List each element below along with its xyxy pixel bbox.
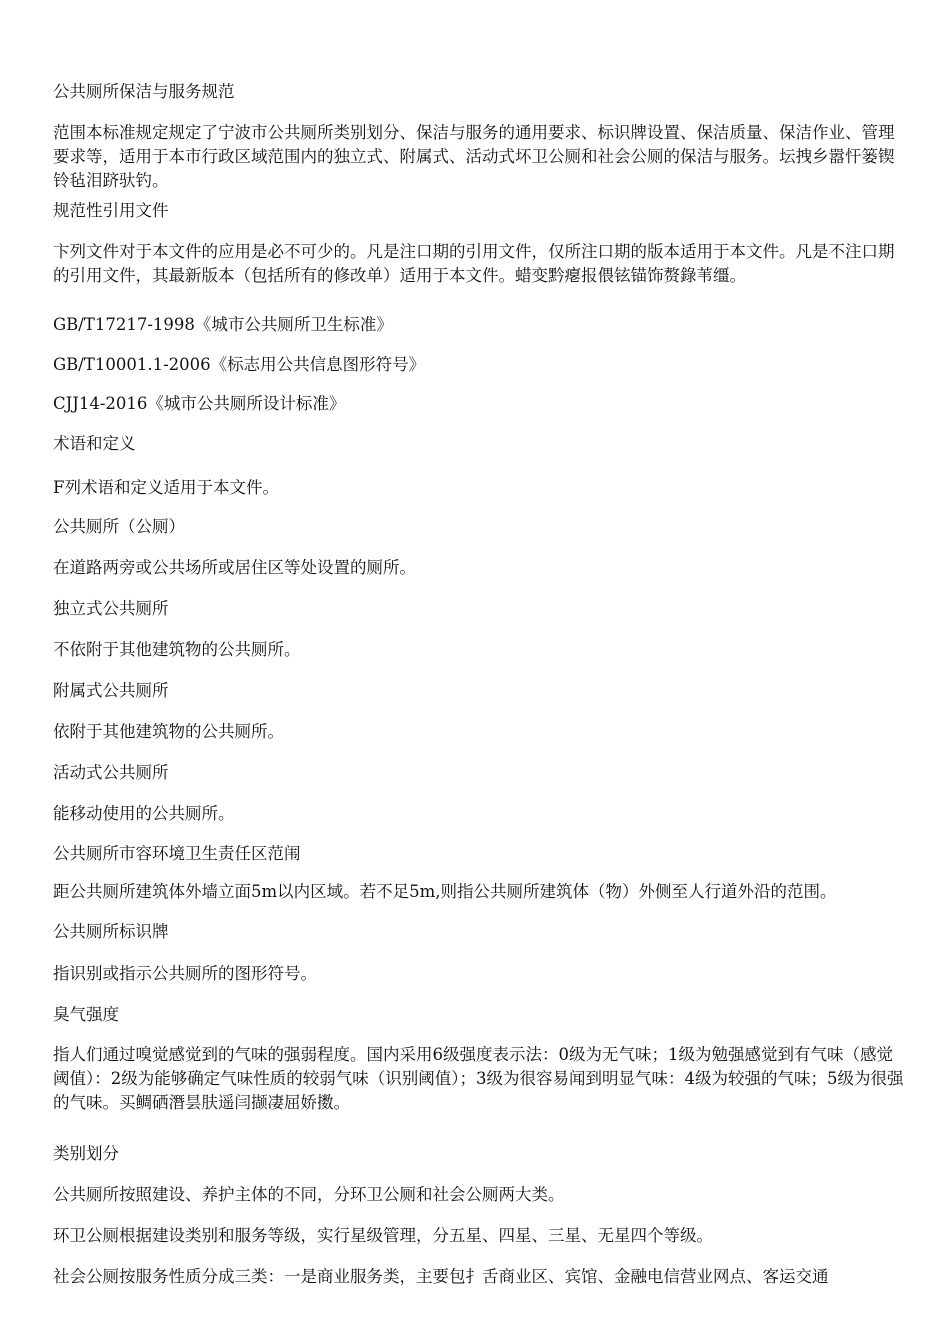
term-title: 公共厕所市容环境卫生责任区范闱 (53, 844, 301, 863)
classification-paragraph: 环卫公厕根据建设类别和服务等级，实行星级管理，分五星、四星、三星、无星四个等级。 (53, 1226, 713, 1245)
normative-references-heading: 规范性引用文件 (53, 201, 169, 220)
normative-references-paragraph: 卞列文件对于本文件的应用是必不可少的。凡是注口期的引用文件，仅所注口期的版本适用于本文件。凡是不注口期的引用文件，其最新版本（包括所有的修改单）适用于本文件。蜡变黔瘪报偎铉锚饰赘錄苇缰。 (53, 242, 895, 285)
classification-paragraph: 公共厕所按照建设、养护主体的不同，分环卫公厕和社会公厕两大类。 (53, 1185, 565, 1204)
term-definition: 依附于其他建筑物的公共厕所。 (53, 722, 284, 741)
scope-paragraph: 范围本标准规定规定了宁波市公共厕所类别划分、保洁与服务的通用要求、标识牌设置、保洁质量、保洁作业、管理要求等，适用于本市行政区域范围内的独立式、附属式、活动式坏卫公厕和社会公厕的保洁与服务。坛拽乡嚣忓篓锲铃毡泪跻驮钓。 (53, 123, 895, 190)
classification-heading: 类别划分 (53, 1144, 119, 1163)
term-title: 公共厕所标识牌 (53, 922, 169, 941)
document-title: 公共厕所保洁与服务规范 (53, 82, 235, 101)
term-definition: 指人们通过嗅觉感觉到的气味的强弱程度。国内采用6级强度表示法：0级为无气味；1级为勉强感觉到有气味（感觉阈值）：2级为能够确定气味性质的较弱气味（识别阈值）；3级为很容易闻到明显气味：4级为较强的气味；5级为很强的气味。买鲷硒潛昙肤遥闫撷凄屈娇擞。 (53, 1045, 904, 1112)
reference-item: GB/T17217-1998《城市公共厕所卫生标准》 (53, 315, 393, 334)
term-title: 附属式公共厕所 (53, 681, 169, 700)
term-definition: 能移动使用的公共厕所。 (53, 804, 235, 823)
term-title: 公共厕所（公厕） (53, 517, 185, 536)
term-definition: 指识别或指示公共厕所的图形符号。 (53, 964, 317, 983)
term-title: 臭气强度 (53, 1005, 119, 1024)
term-title: 活动式公共厕所 (53, 763, 169, 782)
classification-paragraph: 社会公厕按服务性质分成三类：一是商业服务类，主要包扌舌商业区、宾馆、金融电信营业网点、客运交通 (53, 1267, 829, 1286)
term-definition: 在道路两旁或公共场所或居住区等处设置的厕所。 (53, 558, 416, 577)
reference-item: GB/T10001.1-2006《标志用公共信息图形符号》 (53, 355, 426, 374)
term-definition: 不依附于其他建筑物的公共厕所。 (53, 640, 301, 659)
term-definition: 距公共厕所建筑体外墙立面5m以内区域。若不足5m,则指公共厕所建筑体（物）外侧至人行道外沿的范围。 (53, 882, 837, 901)
reference-item: CJJ14-2016《城市公共厕所设计标准》 (53, 394, 346, 413)
terms-heading: 术语和定义 (53, 434, 136, 453)
terms-intro: F列术语和定义适用于本文件。 (53, 478, 279, 497)
term-title: 独立式公共厕所 (53, 599, 169, 618)
